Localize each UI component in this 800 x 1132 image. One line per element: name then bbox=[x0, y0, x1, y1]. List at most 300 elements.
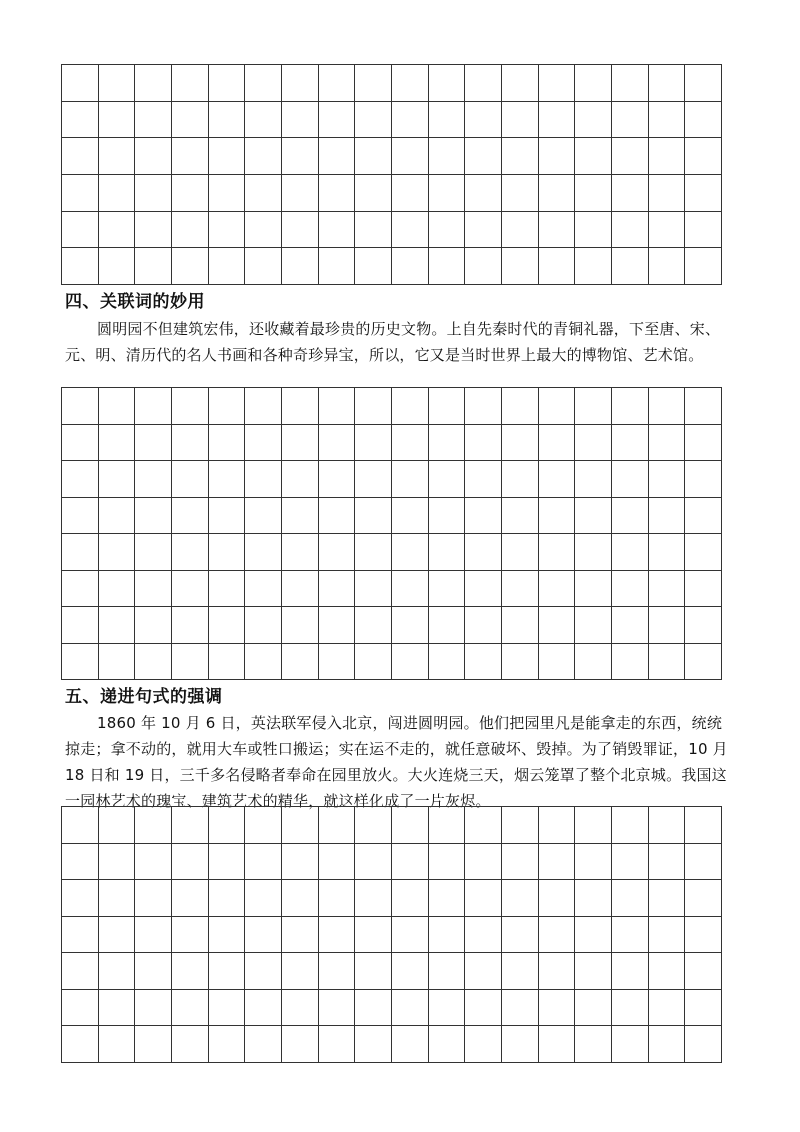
grid-cell[interactable] bbox=[685, 498, 722, 535]
grid-cell[interactable] bbox=[282, 1026, 319, 1063]
grid-cell[interactable] bbox=[282, 844, 319, 881]
grid-cell[interactable] bbox=[685, 917, 722, 954]
grid-cell[interactable] bbox=[429, 498, 466, 535]
grid-cell[interactable] bbox=[355, 990, 392, 1027]
grid-cell[interactable] bbox=[649, 644, 686, 681]
grid-cell[interactable] bbox=[502, 248, 539, 285]
grid-cell[interactable] bbox=[62, 534, 99, 571]
grid-cell[interactable] bbox=[685, 644, 722, 681]
grid-cell[interactable] bbox=[319, 138, 356, 175]
grid-cell[interactable] bbox=[649, 102, 686, 139]
grid-cell[interactable] bbox=[172, 953, 209, 990]
grid-cell[interactable] bbox=[502, 953, 539, 990]
grid-cell[interactable] bbox=[612, 880, 649, 917]
grid-cell[interactable] bbox=[355, 807, 392, 844]
grid-cell[interactable] bbox=[539, 388, 576, 425]
grid-cell[interactable] bbox=[99, 461, 136, 498]
grid-cell[interactable] bbox=[575, 461, 612, 498]
grid-cell[interactable] bbox=[62, 102, 99, 139]
grid-cell[interactable] bbox=[172, 498, 209, 535]
grid-cell[interactable] bbox=[429, 138, 466, 175]
grid-cell[interactable] bbox=[649, 571, 686, 608]
grid-cell[interactable] bbox=[355, 65, 392, 102]
grid-cell[interactable] bbox=[685, 607, 722, 644]
grid-cell[interactable] bbox=[245, 1026, 282, 1063]
grid-cell[interactable] bbox=[209, 917, 246, 954]
grid-cell[interactable] bbox=[465, 534, 502, 571]
grid-cell[interactable] bbox=[172, 844, 209, 881]
grid-cell[interactable] bbox=[465, 102, 502, 139]
grid-cell[interactable] bbox=[649, 175, 686, 212]
grid-cell[interactable] bbox=[282, 534, 319, 571]
grid-cell[interactable] bbox=[172, 425, 209, 462]
grid-cell[interactable] bbox=[99, 212, 136, 249]
grid-cell[interactable] bbox=[62, 388, 99, 425]
grid-cell[interactable] bbox=[172, 138, 209, 175]
grid-cell[interactable] bbox=[135, 953, 172, 990]
grid-cell[interactable] bbox=[62, 248, 99, 285]
grid-cell[interactable] bbox=[502, 807, 539, 844]
grid-cell[interactable] bbox=[392, 807, 429, 844]
grid-cell[interactable] bbox=[465, 953, 502, 990]
grid-cell[interactable] bbox=[135, 534, 172, 571]
grid-cell[interactable] bbox=[282, 917, 319, 954]
grid-cell[interactable] bbox=[575, 1026, 612, 1063]
grid-cell[interactable] bbox=[575, 65, 612, 102]
grid-cell[interactable] bbox=[539, 953, 576, 990]
grid-cell[interactable] bbox=[355, 425, 392, 462]
grid-cell[interactable] bbox=[612, 102, 649, 139]
grid-cell[interactable] bbox=[99, 175, 136, 212]
grid-cell[interactable] bbox=[62, 212, 99, 249]
grid-cell[interactable] bbox=[99, 807, 136, 844]
grid-cell[interactable] bbox=[209, 644, 246, 681]
grid-cell[interactable] bbox=[319, 1026, 356, 1063]
grid-cell[interactable] bbox=[649, 248, 686, 285]
grid-cell[interactable] bbox=[392, 425, 429, 462]
grid-cell[interactable] bbox=[209, 425, 246, 462]
grid-cell[interactable] bbox=[99, 1026, 136, 1063]
grid-cell[interactable] bbox=[245, 844, 282, 881]
grid-cell[interactable] bbox=[99, 644, 136, 681]
grid-cell[interactable] bbox=[62, 607, 99, 644]
grid-cell[interactable] bbox=[612, 461, 649, 498]
grid-cell[interactable] bbox=[502, 990, 539, 1027]
grid-cell[interactable] bbox=[99, 425, 136, 462]
grid-cell[interactable] bbox=[539, 644, 576, 681]
grid-cell[interactable] bbox=[209, 1026, 246, 1063]
grid-cell[interactable] bbox=[135, 498, 172, 535]
grid-cell[interactable] bbox=[649, 498, 686, 535]
grid-cell[interactable] bbox=[539, 607, 576, 644]
grid-cell[interactable] bbox=[575, 498, 612, 535]
grid-cell[interactable] bbox=[539, 1026, 576, 1063]
grid-cell[interactable] bbox=[99, 571, 136, 608]
grid-cell[interactable] bbox=[465, 844, 502, 881]
grid-cell[interactable] bbox=[282, 65, 319, 102]
grid-cell[interactable] bbox=[172, 990, 209, 1027]
grid-cell[interactable] bbox=[685, 990, 722, 1027]
grid-cell[interactable] bbox=[612, 607, 649, 644]
grid-cell[interactable] bbox=[392, 65, 429, 102]
grid-cell[interactable] bbox=[392, 248, 429, 285]
grid-cell[interactable] bbox=[685, 248, 722, 285]
writing-grid-top[interactable] bbox=[61, 64, 722, 285]
grid-cell[interactable] bbox=[649, 65, 686, 102]
grid-cell[interactable] bbox=[392, 917, 429, 954]
grid-cell[interactable] bbox=[245, 388, 282, 425]
grid-cell[interactable] bbox=[429, 880, 466, 917]
grid-cell[interactable] bbox=[209, 953, 246, 990]
grid-cell[interactable] bbox=[172, 175, 209, 212]
grid-cell[interactable] bbox=[282, 425, 319, 462]
grid-cell[interactable] bbox=[135, 844, 172, 881]
grid-cell[interactable] bbox=[172, 102, 209, 139]
grid-cell[interactable] bbox=[355, 212, 392, 249]
grid-cell[interactable] bbox=[612, 844, 649, 881]
grid-cell[interactable] bbox=[539, 461, 576, 498]
grid-cell[interactable] bbox=[172, 388, 209, 425]
grid-cell[interactable] bbox=[62, 65, 99, 102]
grid-cell[interactable] bbox=[465, 248, 502, 285]
grid-cell[interactable] bbox=[429, 102, 466, 139]
grid-cell[interactable] bbox=[575, 212, 612, 249]
grid-cell[interactable] bbox=[62, 953, 99, 990]
grid-cell[interactable] bbox=[282, 807, 319, 844]
grid-cell[interactable] bbox=[575, 248, 612, 285]
grid-cell[interactable] bbox=[282, 102, 319, 139]
grid-cell[interactable] bbox=[465, 917, 502, 954]
grid-cell[interactable] bbox=[282, 175, 319, 212]
grid-cell[interactable] bbox=[135, 425, 172, 462]
grid-cell[interactable] bbox=[685, 461, 722, 498]
grid-cell[interactable] bbox=[575, 644, 612, 681]
grid-cell[interactable] bbox=[429, 65, 466, 102]
grid-cell[interactable] bbox=[355, 388, 392, 425]
grid-cell[interactable] bbox=[62, 917, 99, 954]
grid-cell[interactable] bbox=[392, 498, 429, 535]
grid-cell[interactable] bbox=[465, 138, 502, 175]
grid-cell[interactable] bbox=[209, 990, 246, 1027]
grid-cell[interactable] bbox=[99, 248, 136, 285]
grid-cell[interactable] bbox=[135, 65, 172, 102]
grid-cell[interactable] bbox=[465, 990, 502, 1027]
grid-cell[interactable] bbox=[502, 607, 539, 644]
grid-cell[interactable] bbox=[502, 644, 539, 681]
grid-cell[interactable] bbox=[245, 248, 282, 285]
grid-cell[interactable] bbox=[99, 953, 136, 990]
grid-cell[interactable] bbox=[209, 844, 246, 881]
grid-cell[interactable] bbox=[319, 212, 356, 249]
grid-cell[interactable] bbox=[62, 138, 99, 175]
grid-cell[interactable] bbox=[612, 807, 649, 844]
grid-cell[interactable] bbox=[209, 880, 246, 917]
grid-cell[interactable] bbox=[649, 607, 686, 644]
grid-cell[interactable] bbox=[99, 607, 136, 644]
grid-cell[interactable] bbox=[245, 880, 282, 917]
grid-cell[interactable] bbox=[209, 498, 246, 535]
grid-cell[interactable] bbox=[575, 138, 612, 175]
grid-cell[interactable] bbox=[502, 534, 539, 571]
grid-cell[interactable] bbox=[429, 990, 466, 1027]
grid-cell[interactable] bbox=[135, 917, 172, 954]
grid-cell[interactable] bbox=[209, 607, 246, 644]
grid-cell[interactable] bbox=[135, 607, 172, 644]
grid-cell[interactable] bbox=[465, 65, 502, 102]
grid-cell[interactable] bbox=[649, 880, 686, 917]
grid-cell[interactable] bbox=[355, 607, 392, 644]
grid-cell[interactable] bbox=[502, 175, 539, 212]
grid-cell[interactable] bbox=[245, 917, 282, 954]
grid-cell[interactable] bbox=[575, 175, 612, 212]
grid-cell[interactable] bbox=[62, 807, 99, 844]
grid-cell[interactable] bbox=[539, 212, 576, 249]
grid-cell[interactable] bbox=[99, 917, 136, 954]
grid-cell[interactable] bbox=[245, 212, 282, 249]
grid-cell[interactable] bbox=[319, 953, 356, 990]
grid-cell[interactable] bbox=[649, 1026, 686, 1063]
grid-cell[interactable] bbox=[465, 212, 502, 249]
grid-cell[interactable] bbox=[392, 990, 429, 1027]
grid-cell[interactable] bbox=[685, 388, 722, 425]
grid-cell[interactable] bbox=[282, 248, 319, 285]
grid-cell[interactable] bbox=[575, 953, 612, 990]
grid-cell[interactable] bbox=[209, 461, 246, 498]
grid-cell[interactable] bbox=[172, 534, 209, 571]
grid-cell[interactable] bbox=[429, 571, 466, 608]
grid-cell[interactable] bbox=[245, 807, 282, 844]
grid-cell[interactable] bbox=[575, 534, 612, 571]
grid-cell[interactable] bbox=[429, 212, 466, 249]
grid-cell[interactable] bbox=[209, 65, 246, 102]
grid-cell[interactable] bbox=[429, 425, 466, 462]
grid-cell[interactable] bbox=[539, 917, 576, 954]
grid-cell[interactable] bbox=[319, 102, 356, 139]
grid-cell[interactable] bbox=[245, 425, 282, 462]
grid-cell[interactable] bbox=[172, 212, 209, 249]
grid-cell[interactable] bbox=[245, 571, 282, 608]
grid-cell[interactable] bbox=[99, 388, 136, 425]
grid-cell[interactable] bbox=[172, 807, 209, 844]
grid-cell[interactable] bbox=[539, 498, 576, 535]
grid-cell[interactable] bbox=[429, 1026, 466, 1063]
grid-cell[interactable] bbox=[135, 138, 172, 175]
grid-cell[interactable] bbox=[319, 807, 356, 844]
grid-cell[interactable] bbox=[245, 990, 282, 1027]
grid-cell[interactable] bbox=[319, 644, 356, 681]
grid-cell[interactable] bbox=[502, 388, 539, 425]
grid-cell[interactable] bbox=[282, 607, 319, 644]
grid-cell[interactable] bbox=[172, 917, 209, 954]
grid-cell[interactable] bbox=[392, 461, 429, 498]
grid-cell[interactable] bbox=[355, 534, 392, 571]
grid-cell[interactable] bbox=[539, 571, 576, 608]
grid-cell[interactable] bbox=[685, 534, 722, 571]
grid-cell[interactable] bbox=[685, 138, 722, 175]
grid-cell[interactable] bbox=[172, 248, 209, 285]
grid-cell[interactable] bbox=[392, 138, 429, 175]
grid-cell[interactable] bbox=[282, 498, 319, 535]
grid-cell[interactable] bbox=[209, 534, 246, 571]
grid-cell[interactable] bbox=[502, 102, 539, 139]
grid-cell[interactable] bbox=[429, 953, 466, 990]
grid-cell[interactable] bbox=[99, 880, 136, 917]
grid-cell[interactable] bbox=[465, 571, 502, 608]
grid-cell[interactable] bbox=[685, 1026, 722, 1063]
grid-cell[interactable] bbox=[392, 953, 429, 990]
grid-cell[interactable] bbox=[465, 425, 502, 462]
grid-cell[interactable] bbox=[392, 1026, 429, 1063]
grid-cell[interactable] bbox=[465, 498, 502, 535]
grid-cell[interactable] bbox=[502, 138, 539, 175]
grid-cell[interactable] bbox=[392, 175, 429, 212]
grid-cell[interactable] bbox=[135, 880, 172, 917]
grid-cell[interactable] bbox=[135, 571, 172, 608]
grid-cell[interactable] bbox=[62, 844, 99, 881]
grid-cell[interactable] bbox=[429, 844, 466, 881]
grid-cell[interactable] bbox=[99, 844, 136, 881]
grid-cell[interactable] bbox=[539, 248, 576, 285]
grid-cell[interactable] bbox=[649, 990, 686, 1027]
grid-cell[interactable] bbox=[135, 248, 172, 285]
grid-cell[interactable] bbox=[282, 388, 319, 425]
grid-cell[interactable] bbox=[319, 425, 356, 462]
grid-cell[interactable] bbox=[62, 880, 99, 917]
grid-cell[interactable] bbox=[99, 534, 136, 571]
grid-cell[interactable] bbox=[429, 534, 466, 571]
grid-cell[interactable] bbox=[172, 461, 209, 498]
grid-cell[interactable] bbox=[209, 175, 246, 212]
grid-cell[interactable] bbox=[465, 175, 502, 212]
grid-cell[interactable] bbox=[539, 844, 576, 881]
grid-cell[interactable] bbox=[575, 917, 612, 954]
grid-cell[interactable] bbox=[135, 212, 172, 249]
grid-cell[interactable] bbox=[319, 917, 356, 954]
grid-cell[interactable] bbox=[539, 425, 576, 462]
grid-cell[interactable] bbox=[135, 388, 172, 425]
grid-cell[interactable] bbox=[62, 644, 99, 681]
grid-cell[interactable] bbox=[62, 990, 99, 1027]
grid-cell[interactable] bbox=[355, 175, 392, 212]
grid-cell[interactable] bbox=[62, 498, 99, 535]
grid-cell[interactable] bbox=[319, 248, 356, 285]
grid-cell[interactable] bbox=[355, 571, 392, 608]
grid-cell[interactable] bbox=[355, 917, 392, 954]
grid-cell[interactable] bbox=[355, 880, 392, 917]
grid-cell[interactable] bbox=[62, 425, 99, 462]
grid-cell[interactable] bbox=[612, 175, 649, 212]
grid-cell[interactable] bbox=[685, 571, 722, 608]
grid-cell[interactable] bbox=[429, 175, 466, 212]
grid-cell[interactable] bbox=[135, 990, 172, 1027]
grid-cell[interactable] bbox=[99, 498, 136, 535]
grid-cell[interactable] bbox=[649, 807, 686, 844]
grid-cell[interactable] bbox=[282, 461, 319, 498]
grid-cell[interactable] bbox=[172, 65, 209, 102]
grid-cell[interactable] bbox=[539, 880, 576, 917]
grid-cell[interactable] bbox=[172, 644, 209, 681]
grid-cell[interactable] bbox=[575, 607, 612, 644]
grid-cell[interactable] bbox=[355, 461, 392, 498]
grid-cell[interactable] bbox=[209, 248, 246, 285]
grid-cell[interactable] bbox=[612, 1026, 649, 1063]
grid-cell[interactable] bbox=[685, 65, 722, 102]
grid-cell[interactable] bbox=[539, 102, 576, 139]
grid-cell[interactable] bbox=[319, 990, 356, 1027]
grid-cell[interactable] bbox=[612, 248, 649, 285]
grid-cell[interactable] bbox=[465, 807, 502, 844]
grid-cell[interactable] bbox=[172, 571, 209, 608]
grid-cell[interactable] bbox=[502, 1026, 539, 1063]
grid-cell[interactable] bbox=[502, 65, 539, 102]
grid-cell[interactable] bbox=[612, 534, 649, 571]
grid-cell[interactable] bbox=[429, 607, 466, 644]
grid-cell[interactable] bbox=[539, 990, 576, 1027]
grid-cell[interactable] bbox=[465, 388, 502, 425]
grid-cell[interactable] bbox=[245, 65, 282, 102]
grid-cell[interactable] bbox=[649, 388, 686, 425]
grid-cell[interactable] bbox=[319, 534, 356, 571]
grid-cell[interactable] bbox=[355, 1026, 392, 1063]
grid-cell[interactable] bbox=[649, 917, 686, 954]
grid-cell[interactable] bbox=[502, 880, 539, 917]
grid-cell[interactable] bbox=[245, 953, 282, 990]
grid-cell[interactable] bbox=[62, 461, 99, 498]
grid-cell[interactable] bbox=[99, 990, 136, 1027]
grid-cell[interactable] bbox=[135, 807, 172, 844]
grid-cell[interactable] bbox=[685, 425, 722, 462]
grid-cell[interactable] bbox=[282, 138, 319, 175]
grid-cell[interactable] bbox=[135, 461, 172, 498]
grid-cell[interactable] bbox=[539, 175, 576, 212]
grid-cell[interactable] bbox=[172, 880, 209, 917]
grid-cell[interactable] bbox=[539, 138, 576, 175]
grid-cell[interactable] bbox=[429, 461, 466, 498]
grid-cell[interactable] bbox=[465, 880, 502, 917]
grid-cell[interactable] bbox=[135, 175, 172, 212]
grid-cell[interactable] bbox=[575, 571, 612, 608]
grid-cell[interactable] bbox=[355, 644, 392, 681]
grid-cell[interactable] bbox=[502, 571, 539, 608]
grid-cell[interactable] bbox=[612, 65, 649, 102]
grid-cell[interactable] bbox=[319, 498, 356, 535]
grid-cell[interactable] bbox=[649, 953, 686, 990]
grid-cell[interactable] bbox=[355, 844, 392, 881]
grid-cell[interactable] bbox=[612, 571, 649, 608]
grid-cell[interactable] bbox=[685, 807, 722, 844]
grid-cell[interactable] bbox=[612, 498, 649, 535]
grid-cell[interactable] bbox=[99, 102, 136, 139]
grid-cell[interactable] bbox=[392, 844, 429, 881]
grid-cell[interactable] bbox=[392, 644, 429, 681]
grid-cell[interactable] bbox=[539, 534, 576, 571]
grid-cell[interactable] bbox=[392, 534, 429, 571]
grid-cell[interactable] bbox=[429, 388, 466, 425]
grid-cell[interactable] bbox=[685, 212, 722, 249]
grid-cell[interactable] bbox=[245, 498, 282, 535]
grid-cell[interactable] bbox=[319, 607, 356, 644]
writing-grid-section-5[interactable] bbox=[61, 806, 722, 1063]
grid-cell[interactable] bbox=[575, 425, 612, 462]
grid-cell[interactable] bbox=[319, 65, 356, 102]
grid-cell[interactable] bbox=[612, 212, 649, 249]
grid-cell[interactable] bbox=[99, 138, 136, 175]
grid-cell[interactable] bbox=[649, 461, 686, 498]
grid-cell[interactable] bbox=[465, 644, 502, 681]
grid-cell[interactable] bbox=[135, 102, 172, 139]
grid-cell[interactable] bbox=[465, 607, 502, 644]
grid-cell[interactable] bbox=[539, 807, 576, 844]
